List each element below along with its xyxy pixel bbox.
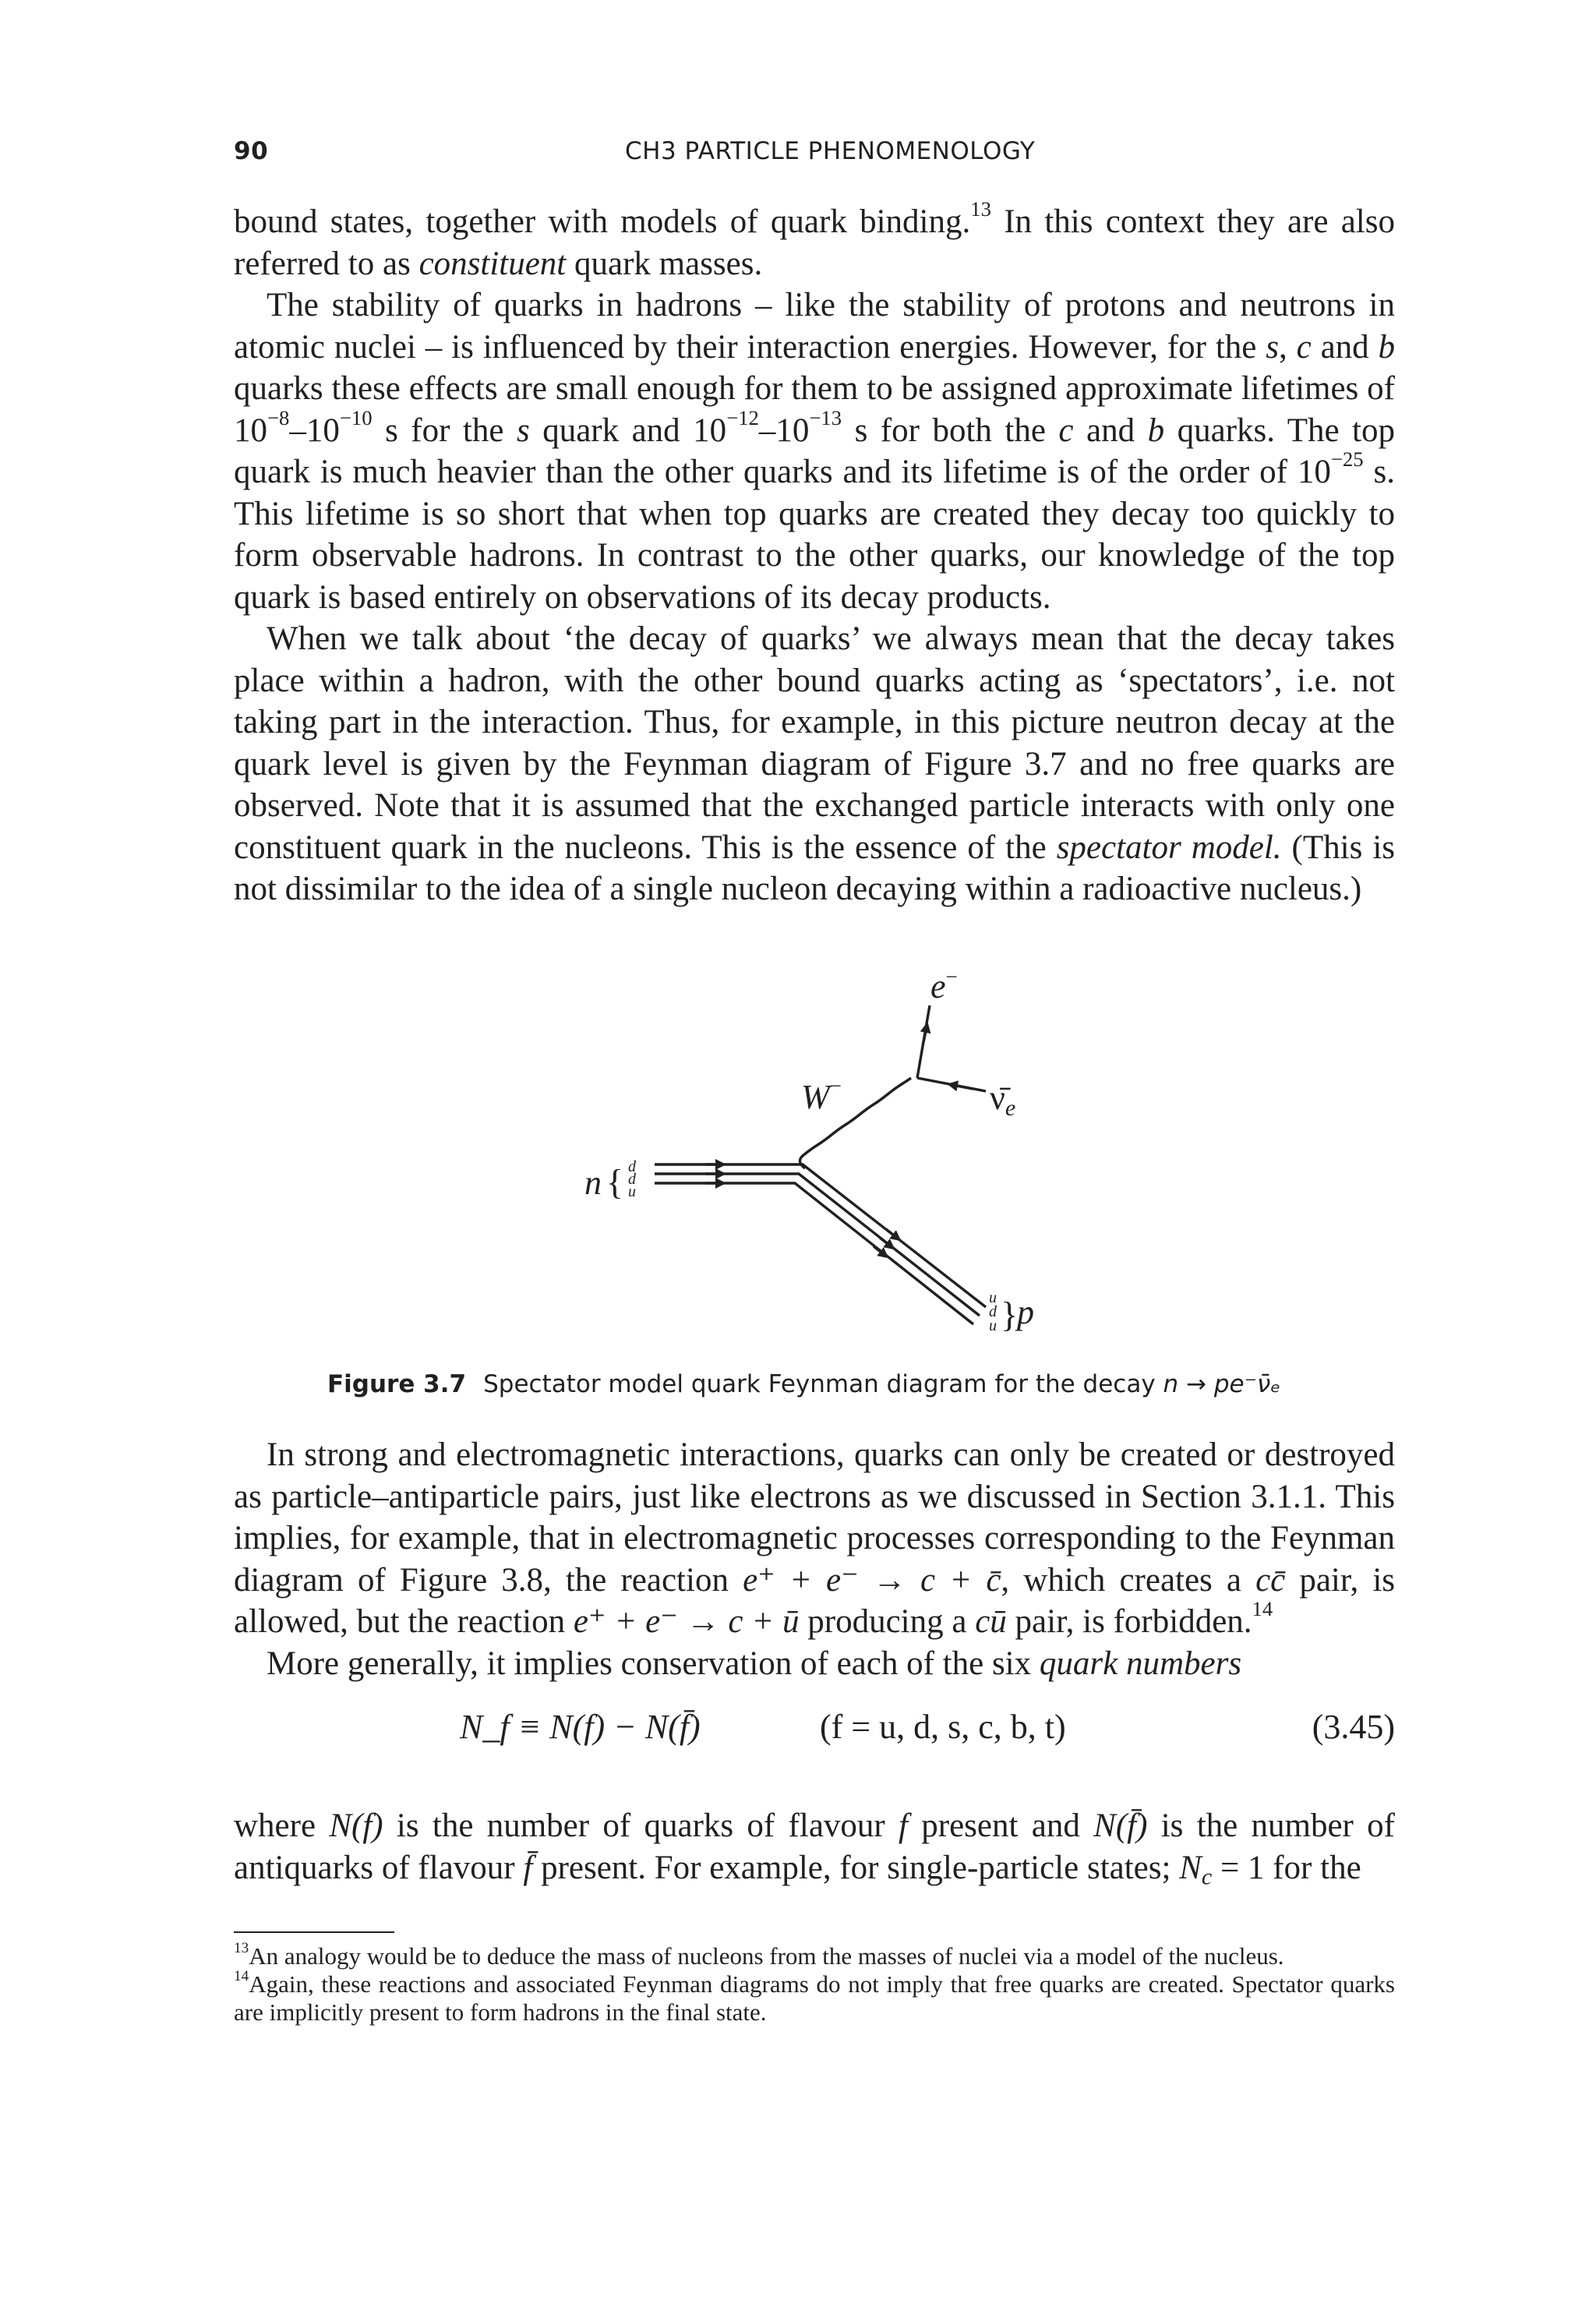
footnote-13: $^{13}$An analogy would be to deduce the mass of nucleons from the masses of nuclei via a model of the nucleus. bbox=[234, 1940, 1284, 1970]
antineutrino-line bbox=[917, 1078, 986, 1091]
footnote-rule bbox=[234, 1931, 394, 1933]
quark-line-middle bbox=[655, 1174, 980, 1316]
neutron-quark-3: u bbox=[628, 1183, 636, 1200]
text-block-after-equation bbox=[234, 1805, 1395, 1889]
w-boson-label: W− bbox=[801, 1074, 842, 1116]
paragraph-2: The stability of quarks in hadrons – like the stability of protons and neutrons in atomic nuclei – is influenced by their interaction energies. However, for the s, c and b quarks these effects are small enough for them to be assigned approximate lifetimes of $10^{-8}-10^{-10}$ s for the s quark and $10^{-12}-10^{-13}$ s for both the c and b quarks. The top quark is much heavier than the other quarks and its lifetime is of the order of $10^{-25}$ s. This lifetime is so short that when top quarks are created they decay too quickly to form observable hadrons. In contrast to the other quarks, our knowledge of the top quark is based entirely on observations of its decay products. bbox=[234, 287, 1396, 616]
paragraph-1: bound states, together with models of quark binding.$^{13}$ In this context they are also referred to as constituent quark masses. bbox=[234, 197, 1395, 282]
equation-3-45 bbox=[234, 1707, 1395, 1754]
equation-number: (3.45) bbox=[1312, 1708, 1395, 1746]
proton-quark-1: u bbox=[989, 1289, 997, 1306]
proton-quark-3: u bbox=[989, 1317, 997, 1334]
antineutrino-label: ν̄e bbox=[990, 1079, 1016, 1121]
proton-label: p bbox=[1017, 1293, 1034, 1331]
text-block-top bbox=[234, 197, 1396, 910]
paragraph-5: More generally, it implies conservation of each of the six quark numbers bbox=[267, 1645, 1242, 1682]
quark-line-bottom bbox=[655, 1183, 973, 1324]
paragraph-4: In strong and electromagnetic interactions, quarks can only be created or destroyed as particle–antiparticle pairs, just like electrons as we discussed in Section 3.1.1. This implies, for example, that in electromagnetic processes corresponding to the Feynman diagram of Figure 3.8, the reaction e⁺ + e⁻ → c + c̄, which creates a cc̄ pair, is allowed, but the reaction e⁺ + e⁻ → c + ū producing a cū pair, is forbidden.$^{14}$ bbox=[234, 1436, 1396, 1640]
neutron-label: n bbox=[584, 1164, 602, 1202]
equation-condition: (f = u, d, s, c, b, t) bbox=[820, 1708, 1066, 1746]
feynman-diagram bbox=[546, 966, 1138, 1360]
equation-lhs: N_f ≡ N(f) − N(f̄) bbox=[460, 1708, 701, 1746]
text-block-bottom bbox=[234, 1434, 1395, 1684]
figure-label: Figure 3.7 bbox=[327, 1370, 467, 1398]
paragraph-6: where N(f) is the number of quarks of flavour f present and N(f̄) is the number of antiquarks of flavour f̄ present. For example, for single-particle states; $N_c = 1$ for the bbox=[234, 1807, 1395, 1890]
footnote-ref-14[interactable]: 14 bbox=[1252, 1597, 1273, 1621]
footnote-14: $^{14}$Again, these reactions and associated Feynman diagrams do not imply that free quarks are created. Spectator quarks are implicitly present to form hadrons in the final state. bbox=[234, 1968, 1395, 2026]
proton-quark-2: d bbox=[989, 1303, 997, 1320]
page-number: 90 bbox=[234, 137, 269, 165]
electron-label: e− bbox=[930, 966, 958, 1005]
quark-line-top bbox=[655, 1164, 986, 1307]
footnote-ref-13[interactable]: 13 bbox=[970, 197, 991, 221]
neutron-brace: { bbox=[606, 1162, 624, 1202]
running-head: CH3 PARTICLE PHENOMENOLOGY bbox=[625, 137, 1036, 165]
paragraph-3: When we talk about ‘the decay of quarks’ we always mean that the decay takes place within a hadron, with the other bound quarks acting as ‘spectators’, i.e. not taking part in the interaction. Thus, for example, in this picture neutron decay at the quark level is given by the Feynman diagram of Figure 3.7 and no free quarks are observed. Note that it is assumed that the exchanged particle interacts with only one constituent quark in the nucleons. This is the essence of the spectator model. (This is not dissimilar to the idea of a single nucleon decaying within a radioactive nucleus.) bbox=[234, 620, 1396, 907]
neutron-quark-1: d bbox=[628, 1158, 636, 1175]
feynman-diagram-svg bbox=[546, 966, 1138, 1356]
figure-caption: Figure 3.7 Spectator model quark Feynman diagram for the decay n → pe⁻ν̄ₑ bbox=[327, 1370, 1281, 1398]
proton-brace: } bbox=[1001, 1295, 1019, 1334]
neutron-quark-2: d bbox=[628, 1171, 636, 1188]
